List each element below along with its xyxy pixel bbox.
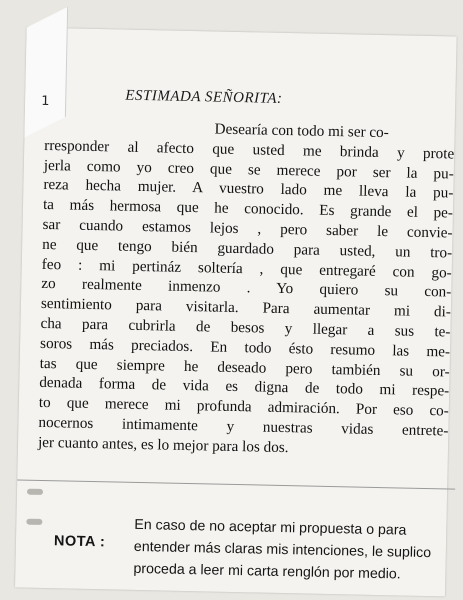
punch-hole-mark <box>26 519 42 525</box>
letter-line: ta más hermosa que he conocido. Es grande el pe- <box>42 196 454 222</box>
letter-line: Desearía con todo mi ser co- <box>214 120 389 142</box>
letter-line: jer cuanto antes, es lo mejor para los dos. <box>37 433 289 456</box>
nota-line: proceda a leer mi carta renglón por medio. <box>133 560 401 583</box>
nota-label: NOTA : <box>53 533 106 551</box>
letter-line: cha para cubrirla de besos y llegar a sus te- <box>40 314 451 341</box>
nota-text <box>133 514 454 587</box>
letter-line: feo : mi pertináz soltería , que entregaré con go- <box>41 255 452 282</box>
page-number: 1 <box>41 93 50 110</box>
letter-line: sentimiento para visitarla. Para aumentar mi di- <box>40 295 452 321</box>
letter-line: tas que siempre he deseado pero también su or- <box>39 354 450 381</box>
letter-line: nocernos intimamente y nuestras vidas entrete- <box>38 413 449 440</box>
letter-line: ne que tengo bién guardado para usted, un tro- <box>42 235 453 262</box>
letter-line: sar cuando estamos lejos , pero saber le convie- <box>42 215 453 242</box>
nota-line: entender más claras mis intenciones, le suplico <box>133 538 432 562</box>
punch-hole-mark <box>27 489 43 495</box>
letter-line: denada forma de vida es digna de todo mi respe- <box>39 374 450 400</box>
letter-line: to que merece mi profunda admiración. Por eso co- <box>38 394 449 420</box>
letter-line: zo realmente inmenzo . Yo quiero su con- <box>41 275 452 301</box>
nota-line: En caso de no aceptar mi propuesta o para <box>134 516 407 539</box>
letter-body <box>38 116 455 461</box>
letter-line: jerla como yo creo que se merece por ser la pu- <box>43 156 454 183</box>
letter-line: rresponder al afecto que usted me brinda y prote <box>44 136 455 163</box>
section-divider <box>17 479 455 489</box>
letter-page <box>15 28 457 597</box>
letter-greeting: ESTIMADA SEÑORITA: <box>125 87 283 107</box>
letter-line: reza hecha mujer. A vuestro lado me lleva la pu- <box>43 176 454 202</box>
letter-line: soros más preciados. En todo ésto resumo las me- <box>39 334 451 361</box>
